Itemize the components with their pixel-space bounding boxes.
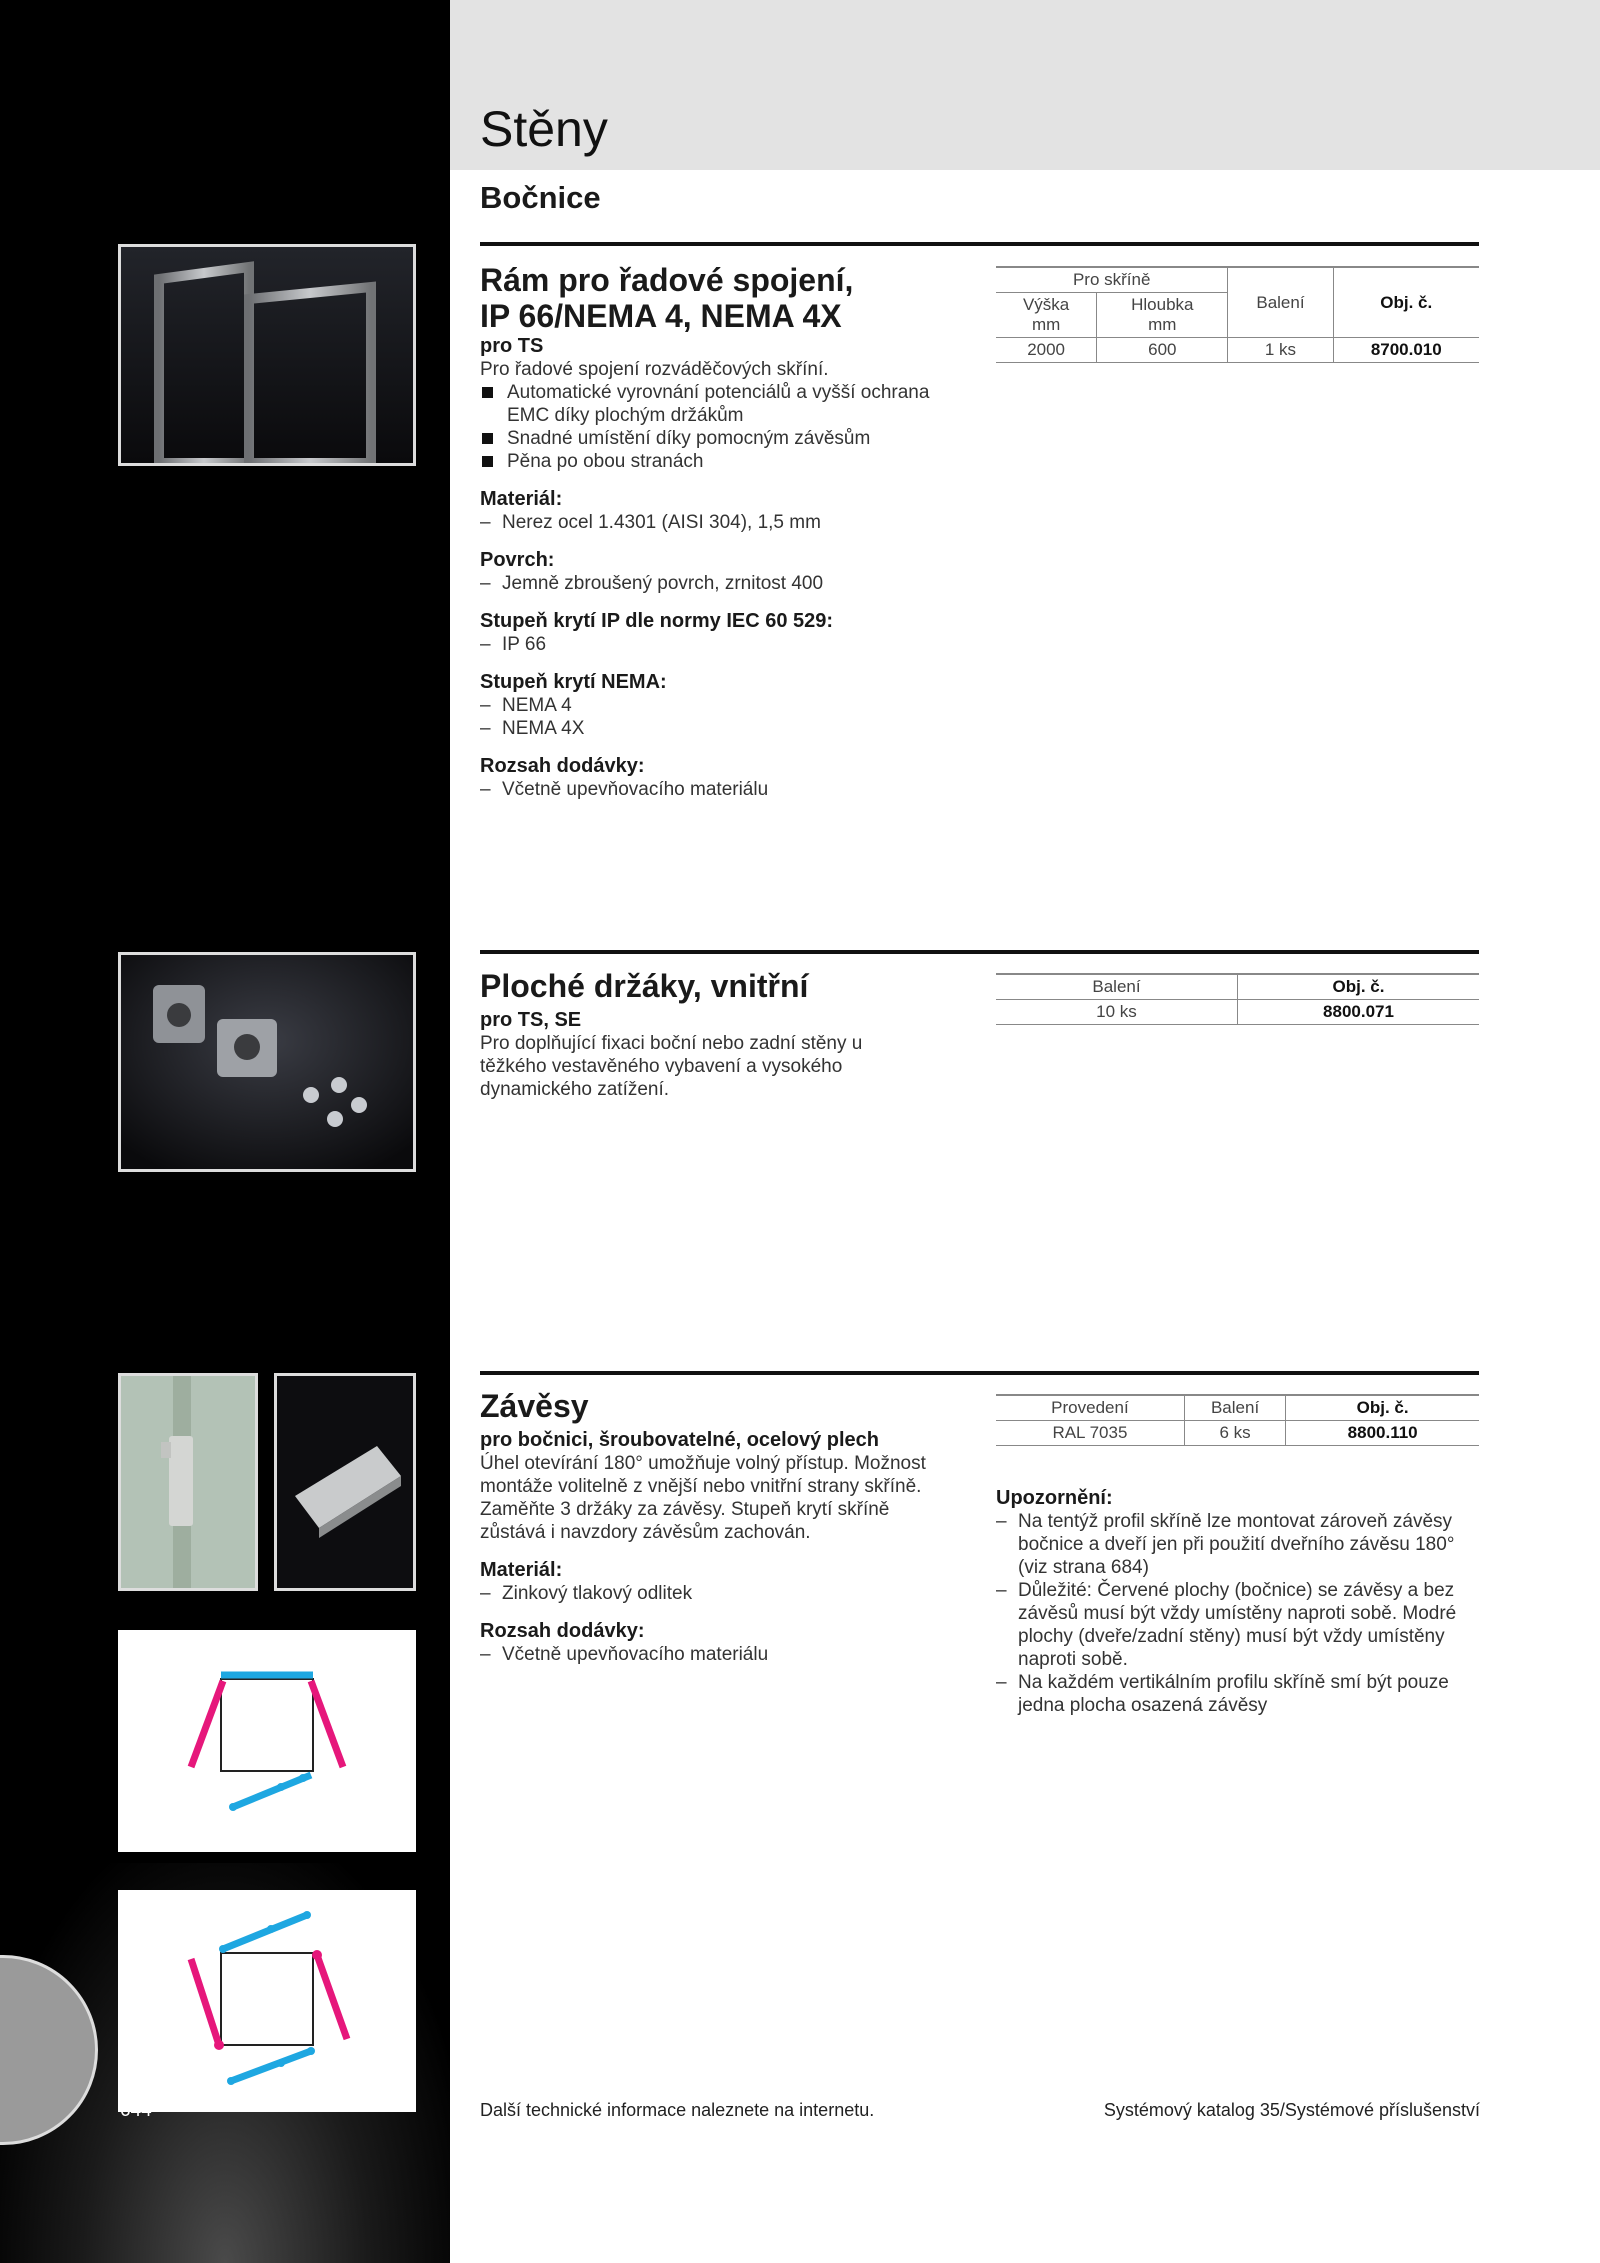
hinge-image-detail	[274, 1373, 416, 1591]
col-variant: Provedení	[996, 1395, 1184, 1421]
nema-text: NEMA 4	[502, 695, 572, 716]
product2-table	[996, 973, 1479, 1025]
holders-illustration	[121, 955, 413, 1169]
bullet-square-icon	[482, 456, 493, 467]
product1-details	[480, 334, 940, 801]
col-order: Obj. č.	[1238, 974, 1480, 1000]
col-pack: Balení	[1228, 267, 1333, 338]
group-header: Pro skříně	[996, 267, 1228, 293]
col-pack: Balení	[1184, 1395, 1285, 1421]
material-item: – Zinkový tlakový odlitek	[480, 1583, 693, 1604]
bullet-square-icon	[482, 433, 493, 444]
product1-title	[480, 262, 853, 334]
section-rule	[480, 950, 1479, 954]
bullet-text: Pěna po obou stranách	[507, 451, 704, 472]
note-text: Na tentýž profil skříně lze montovat zároveň závěsy bočnice a dveří jen při použití dveřního závěsu 180° (viz strana 684)	[1018, 1511, 1455, 1578]
hinge-diagram-1	[118, 1630, 416, 1852]
section-rule	[480, 242, 1479, 246]
note-text: Důležité: Červené plochy (bočnice) se závěsy a bez závěsů musí být vždy umístěny naproti sobě. Modré plochy (dveře/zadní stěny) musí být vždy umístěny naproti sobě.	[1018, 1580, 1457, 1670]
page-title: Stěny	[480, 101, 608, 157]
col-pack: Balení	[996, 974, 1238, 1000]
product1-for: pro TS	[480, 335, 544, 357]
footer-right: Systémový katalog 35/Systémové příslušenství	[1103, 2100, 1480, 2120]
hinge-arrangement-diagram-1	[121, 1633, 416, 1852]
bullet-text: Snadné umístění díky pomocným závěsům	[507, 428, 871, 449]
cell-pack: 1 ks	[1228, 338, 1333, 363]
scope-label: Rozsah dodávky:	[480, 755, 645, 777]
product1-bullet	[480, 450, 940, 473]
hinge-mounted-illustration	[121, 1376, 255, 1588]
material-label: Materiál:	[480, 1559, 563, 1581]
cell-order: 8700.010	[1333, 338, 1479, 363]
footer-left: Další technické informace naleznete na internetu.	[480, 2100, 875, 2120]
table-row	[996, 1421, 1479, 1446]
note-item: – Na tentýž profil skříně lze montovat zároveň závěsy bočnice a dveří jen při použití dveřního závěsu 180° (viz strana 684)	[996, 1510, 1476, 1579]
table-row	[996, 338, 1479, 363]
col-height: Výška mm	[996, 293, 1097, 338]
product2-details	[480, 1008, 940, 1101]
scope-text: Včetně upevňovacího materiálu	[502, 779, 769, 800]
product1-title-line1: Rám pro řadové spojení,	[480, 262, 854, 298]
nema-label: Stupeň krytí NEMA:	[480, 671, 667, 693]
col-order: Obj. č.	[1333, 267, 1479, 338]
notes-label: Upozornění:	[996, 1487, 1113, 1509]
page-number: 644	[120, 2100, 152, 2121]
ip-label: Stupeň krytí IP dle normy IEC 60 529:	[480, 610, 834, 632]
hinge-detail-illustration	[277, 1376, 413, 1588]
material-text: Zinkový tlakový odlitek	[502, 1583, 693, 1604]
product3-table	[996, 1394, 1479, 1446]
col-order: Obj. č.	[1286, 1395, 1479, 1421]
section-rule	[480, 1371, 1479, 1375]
nema-item: – NEMA 4	[480, 695, 572, 716]
product3-title: Závěsy	[480, 1388, 589, 1424]
frame-product-image	[118, 244, 416, 466]
note-item: – Důležité: Červené plochy (bočnice) se závěsy a bez závěsů musí být vždy umístěny naproti sobě. Modré plochy (dveře/zadní stěny) musí být vždy umístěny naproti sobě.	[996, 1579, 1476, 1671]
material-text: Nerez ocel 1.4301 (AISI 304), 1,5 mm	[502, 512, 821, 533]
product1-table	[996, 266, 1479, 363]
material-label: Materiál:	[480, 488, 563, 510]
hinge-arrangement-diagram-2	[121, 1893, 416, 2112]
hinge-diagram-2	[118, 1890, 416, 2112]
holders-product-image	[118, 952, 416, 1172]
cell-order: 8800.110	[1286, 1421, 1479, 1446]
cell-height: 2000	[996, 338, 1097, 363]
surface-item: – Jemně zbroušený povrch, zrnitost 400	[480, 573, 824, 594]
product1-bullet	[480, 427, 940, 450]
product1-title-line2: IP 66/NEMA 4, NEMA 4X	[480, 298, 842, 334]
frame-illustration	[121, 247, 413, 463]
product2-title: Ploché držáky, vnitřní	[480, 968, 809, 1004]
table-row	[996, 1000, 1479, 1025]
scope-item: – Včetně upevňovacího materiálu	[480, 779, 769, 800]
material-item: – Nerez ocel 1.4301 (AISI 304), 1,5 mm	[480, 512, 821, 533]
product2-desc: Pro doplňující fixaci boční nebo zadní stěny u těžkého vestavěného vybavení a vysokého dynamického zatížení.	[480, 1033, 863, 1100]
note-text: Na každém vertikálním profilu skříně smí být pouze jedna plocha osazená závěsy	[1018, 1672, 1449, 1716]
cell-depth: 600	[1097, 338, 1228, 363]
bullet-square-icon	[482, 387, 493, 398]
hinge-image-mounted	[118, 1373, 258, 1591]
note-item: – Na každém vertikálním profilu skříně smí být pouze jedna plocha osazená závěsy	[996, 1671, 1476, 1717]
ip-text: IP 66	[502, 634, 547, 655]
col-depth: Hloubka mm	[1097, 293, 1228, 338]
cell-variant: RAL 7035	[996, 1421, 1184, 1446]
surface-text: Jemně zbroušený povrch, zrnitost 400	[502, 573, 824, 594]
product3-details	[480, 1428, 940, 1666]
header-band	[450, 0, 1600, 170]
scope-label: Rozsah dodávky:	[480, 1620, 645, 1642]
ip-item: – IP 66	[480, 634, 547, 655]
product1-desc: Pro řadové spojení rozváděčových skříní.	[480, 359, 829, 380]
product3-for: pro bočnici, šroubovatelné, ocelový plech	[480, 1429, 879, 1451]
product3-notes	[996, 1486, 1476, 1717]
cell-pack: 10 ks	[996, 1000, 1238, 1025]
cell-order: 8800.071	[1238, 1000, 1480, 1025]
section-title: Bočnice	[480, 180, 601, 215]
product1-bullet	[480, 381, 940, 427]
cell-pack: 6 ks	[1184, 1421, 1285, 1446]
surface-label: Povrch:	[480, 549, 555, 571]
product2-for: pro TS, SE	[480, 1009, 582, 1031]
product3-desc: Úhel otevírání 180° umožňuje volný přístup. Možnost montáže volitelně z vnější nebo vnitřní strany skříně. Zaměňte 3 držáky za závěsy. Stupeň krytí skříně zůstává i navzdory závěsům zachován.	[480, 1453, 926, 1543]
scope-item: – Včetně upevňovacího materiálu	[480, 1644, 769, 1665]
scope-text: Včetně upevňovacího materiálu	[502, 1644, 769, 1665]
nema-item: – NEMA 4X	[480, 718, 585, 739]
bullet-text: Automatické vyrovnání potenciálů a vyšší ochrana EMC díky plochým držákům	[507, 382, 930, 426]
nema-text: NEMA 4X	[502, 718, 585, 739]
